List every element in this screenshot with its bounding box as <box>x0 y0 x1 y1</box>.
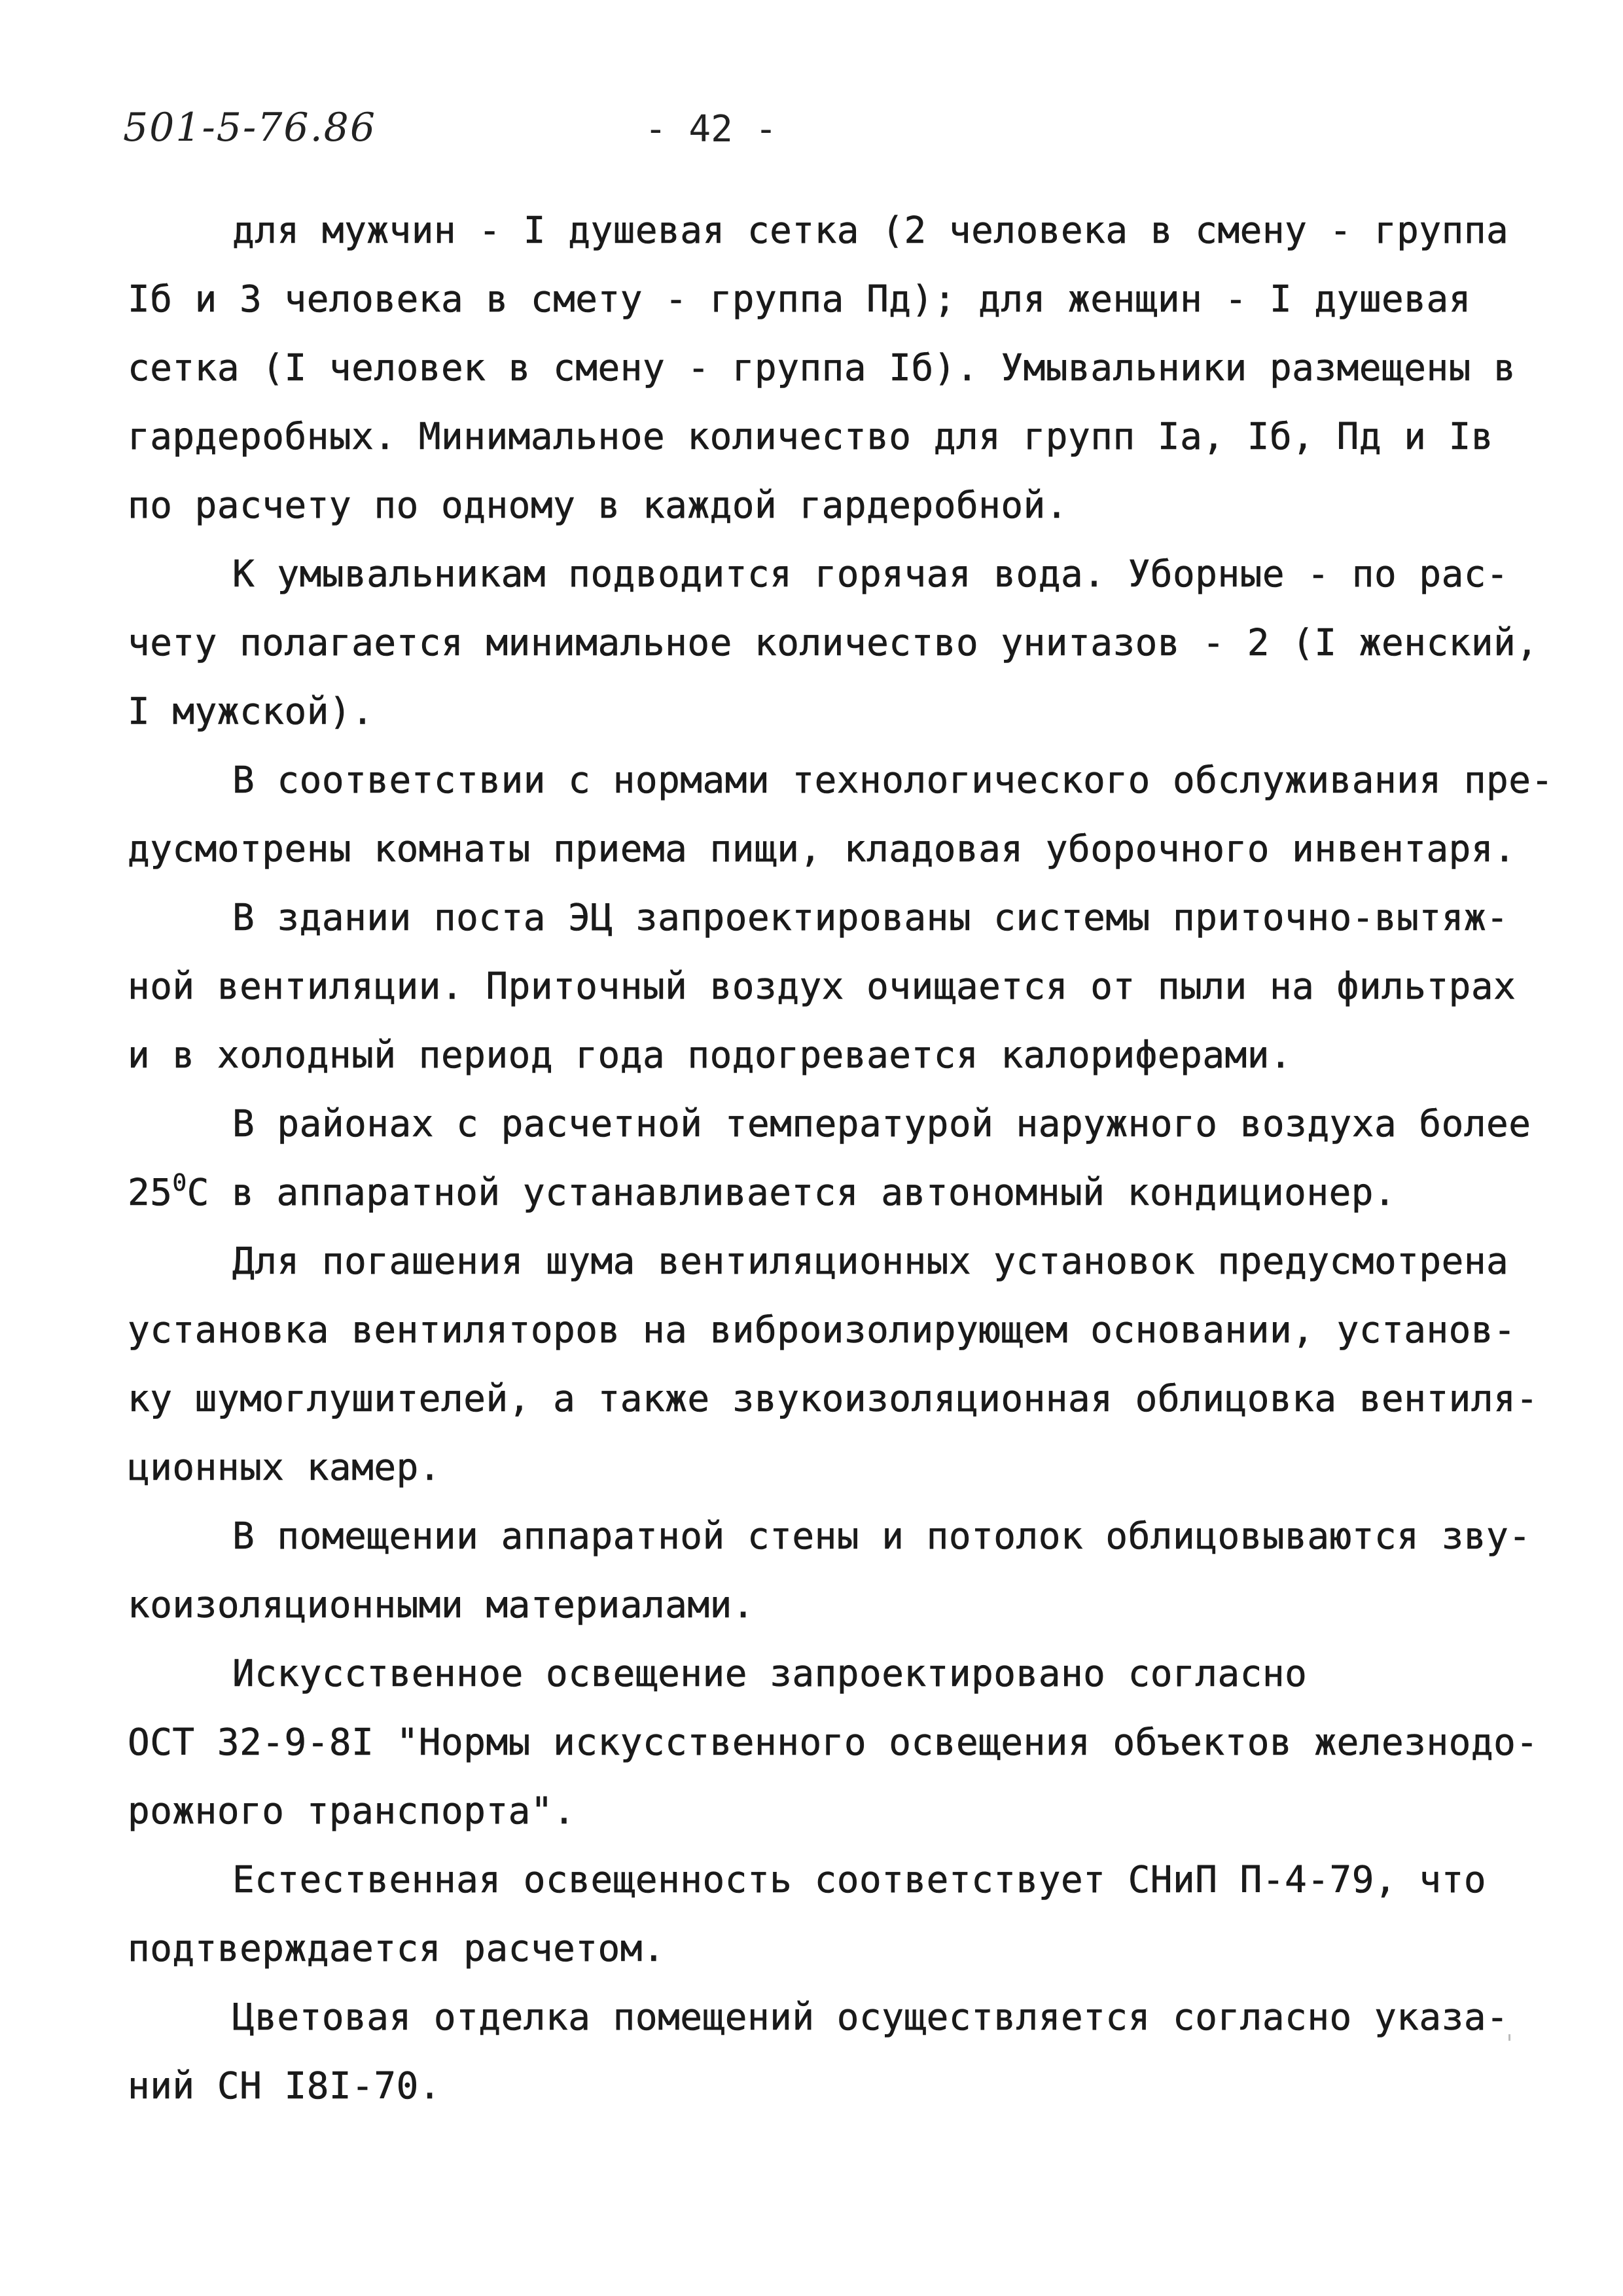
body-text <box>128 196 1554 2121</box>
text-line: по расчету по одному в каждой гардеробной. <box>128 484 1069 527</box>
paragraph <box>128 1502 1531 1640</box>
text-line: I мужской). <box>128 691 374 733</box>
text-line: ционных камер. <box>128 1446 442 1489</box>
document-code: 501-5-76.86 <box>123 105 377 151</box>
paragraph <box>128 1983 1508 2121</box>
text-line: чету полагается минимальное количество унитазов - 2 (I женский, <box>128 622 1539 664</box>
text-line: Цветовая отделка помещений осуществляется согласно указа- <box>232 1996 1509 2039</box>
text-line: Естественная освещенность соответствует СНиП П-4-79, что <box>232 1859 1487 1901</box>
text-line: сетка (I человек в смену - группа Iб). Умывальники размещены в <box>128 347 1516 389</box>
text-line: ку шумоглушителей, а также звукоизоляционная облицовка вентиля- <box>128 1378 1539 1420</box>
page-number: - 42 - <box>645 108 777 151</box>
text-line: рожного транспорта". <box>128 1790 576 1833</box>
paragraph <box>128 884 1516 1090</box>
text-line: подтверждается расчетом. <box>128 1928 666 1970</box>
temperature-unit: С <box>187 1172 209 1214</box>
text-line: дусмотрены комнаты приема пищи, кладовая уборочного инвентаря. <box>128 828 1516 870</box>
text-line: для мужчин - I душевая сетка (2 человека в смену - группа <box>232 209 1509 252</box>
text-line: ной вентиляции. Приточный воздух очищается от пыли на фильтрах <box>128 965 1516 1008</box>
text-line: В соответствии с нормами технологического обслуживания пре- <box>232 759 1554 802</box>
text-line: установка вентиляторов на виброизолирующем основании, установ- <box>128 1309 1516 1352</box>
text-line: В районах с расчетной температурой наружного воздуха более <box>232 1103 1531 1145</box>
text-line: Для погашения шума вентиляционных установок предусмотрена <box>232 1240 1509 1283</box>
text-line: и в холодный период года подогревается калориферами. <box>128 1034 1293 1077</box>
text-line: ОСТ 32-9-8I "Нормы искусственного освещения объектов железнодо- <box>128 1721 1539 1764</box>
text-line: К умывальникам подводится горячая вода. Уборные - по рас- <box>232 553 1509 596</box>
scan-mark <box>1508 2034 1510 2041</box>
text-line: Iб и 3 человека в смету - группа Пд); для женщин - I душевая <box>128 278 1471 321</box>
paragraph <box>128 196 1516 540</box>
degree-superscript: 0 <box>172 1170 187 1196</box>
temperature-value: 25 <box>128 1172 173 1214</box>
paragraph <box>128 1227 1539 1502</box>
text-line: гардеробных. Минимальное количество для групп Iа, Iб, Пд и Iв <box>128 416 1494 458</box>
text-line: В здании поста ЭЦ запроектированы системы приточно-вытяж- <box>232 897 1509 939</box>
text-line: ний СН I8I-70. <box>128 2065 442 2108</box>
text-line: Искусственное освещение запроектировано согласно <box>232 1653 1308 1695</box>
paragraph <box>128 1846 1508 1983</box>
text-line: $25^0С$ в аппаратной устанавливается автономный кондиционер. <box>128 1170 1397 1214</box>
paragraph <box>128 746 1554 884</box>
paragraph <box>128 540 1539 746</box>
paragraph <box>128 1640 1539 1846</box>
paragraph <box>128 1090 1531 1227</box>
text-line: коизоляционными материалами. <box>128 1584 755 1626</box>
text-line: В помещении аппаратной стены и потолок облицовываются зву- <box>232 1515 1531 1558</box>
